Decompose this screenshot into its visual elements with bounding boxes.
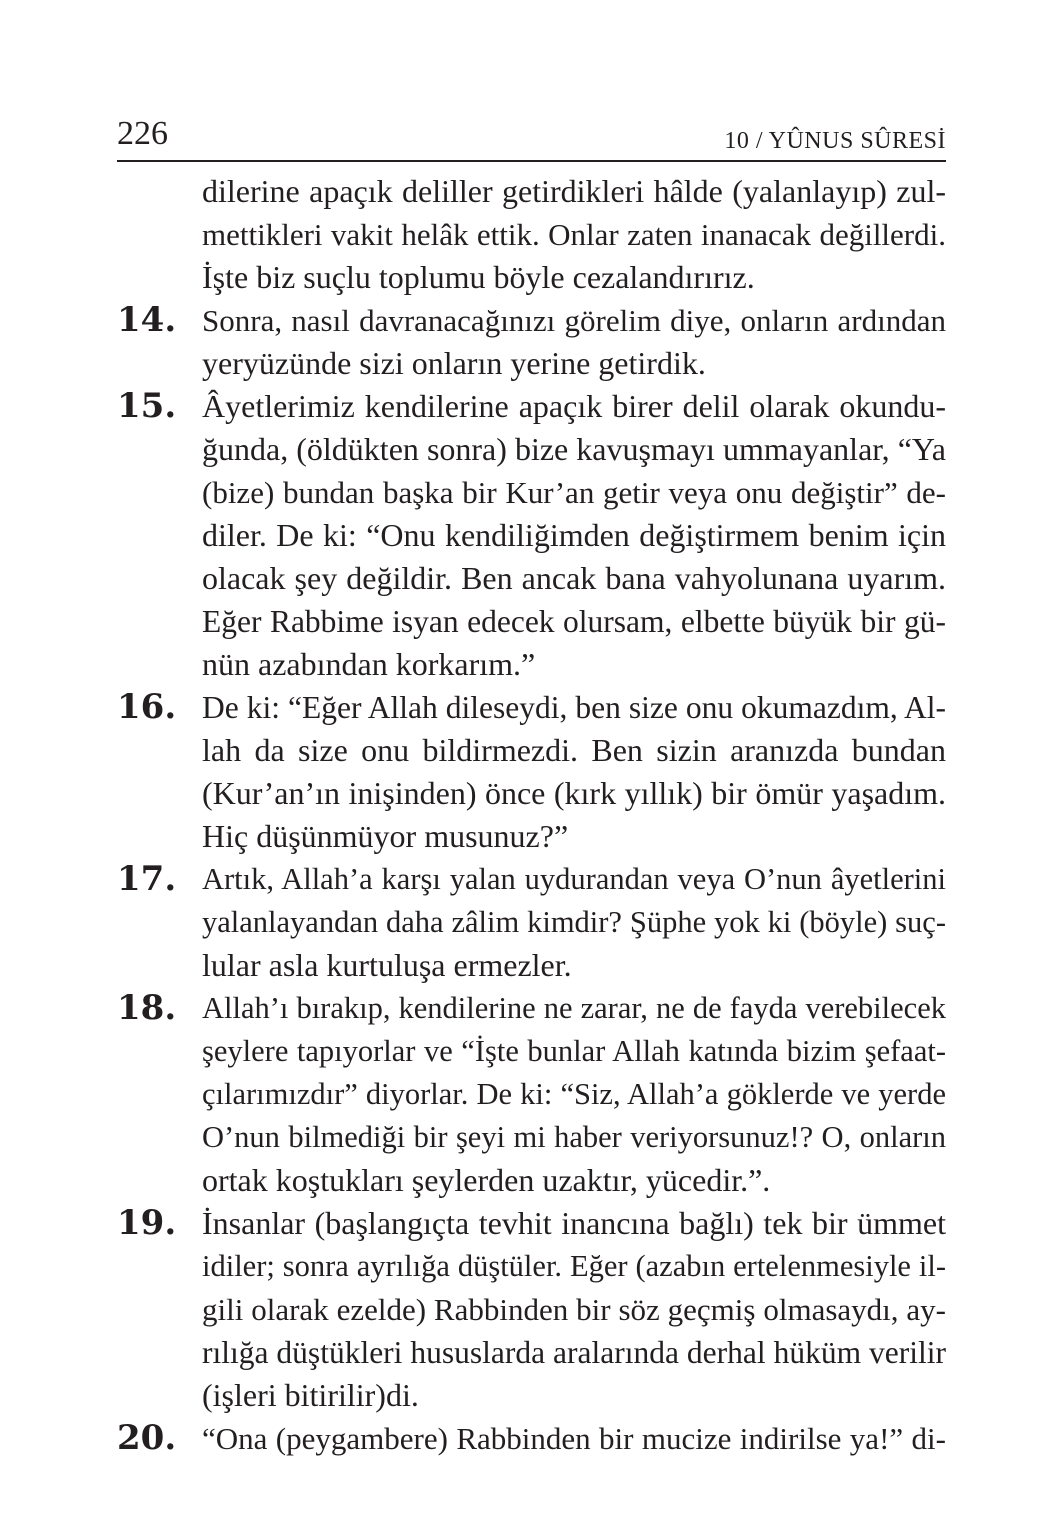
text-line: Hiç düşünmüyor musunuz?” [202,818,569,854]
continuation-paragraph [117,170,946,299]
verse-19 [117,1202,946,1417]
text-line: ğunda, (öldükten sonra) bize kavuşmayı ummayanlar, “Ya [202,431,946,467]
text-line: Sonra, nasıl davranacağınızı görelim diye, onların ardından [202,303,946,338]
verse-18 [117,987,946,1202]
text-line: De ki: “Eğer Allah dileseydi, ben size onu okumazdım, Al- [202,690,946,725]
verse-number: 17. [117,859,177,899]
text-line: Âyetlerimiz kendilerine apaçık birer delil olarak okundu- [202,388,946,424]
verse-number: 14. [117,300,177,340]
text-line: yalanlayandan daha zâlim kimdir? Şüphe yok ki (böyle) suç- [202,905,946,939]
text-line: Eğer Rabbime isyan edecek olursam, elbette büyük bir gü- [202,604,946,639]
verse-17 [117,858,946,987]
running-head: 10 / YÛNUS SÛRESİ [724,128,946,154]
text-line: idiler; sonra ayrılığa düştüler. Eğer (azabın ertelenmesiyle il- [202,1249,946,1283]
text-line: gili olarak ezelde) Rabbinden bir söz geçmiş olmasaydı, ay- [202,1292,946,1327]
page-number: 226 [117,115,168,152]
verse-16 [117,686,946,858]
text-line: rılığa düştükleri hususlarda aralarında derhal hüküm verilir [202,1335,946,1370]
page-header [117,112,946,162]
verse-number: 15. [117,386,177,426]
text-line: İşte biz suçlu toplumu böyle cezalandırırız. [202,259,755,295]
verse-20 [117,1417,946,1460]
text-line: ortak koştukları şeylerden uzaktır, yücedir.”. [202,1162,771,1198]
text-line: yeryüzünde sizi onların yerine getirdik. [202,345,706,381]
verse-15 [117,385,946,686]
text-line: dilerine apaçık deliller getirdikleri hâlde (yalanlayıp) zul- [202,173,946,209]
text-line: nün azabından korkarım.” [202,646,536,682]
text-line: İnsanlar (başlangıçta tevhit inancına bağlı) tek bir ümmet [202,1205,946,1241]
text-line: O’nun bilmediği bir şeyi mi haber veriyorsunuz!? O, onların [202,1120,946,1154]
text-line: mettikleri vakit helâk ettik. Onlar zaten inanacak değillerdi. [202,217,946,252]
verse-number: 20. [117,1418,177,1458]
verse-number: 16. [117,687,177,727]
text-line: (işleri bitirilir)di. [202,1377,419,1413]
text-line: olacak şey değildir. Ben ancak bana vahyolunana uyarım. [202,560,946,596]
text-line: (bize) bundan başka bir Kur’an getir veya onu değiştir” de- [202,475,946,510]
text-line: Allah’ı bırakıp, kendilerine ne zarar, ne de fayda verebilecek [202,991,946,1025]
text-line: “Ona (peygambere) Rabbinden bir mucize indirilse ya!” di- [202,1421,946,1456]
text-line: diler. De ki: “Onu kendiliğimden değiştirmem benim için [202,517,946,553]
text-line: lah da size onu bildirmezdi. Ben sizin aranızda bundan [202,732,946,768]
page-body [117,170,946,1460]
text-line: şeylere tapıyorlar ve “İşte bunlar Allah katında bizim şefaat- [202,1034,946,1068]
verse-number: 19. [117,1203,177,1243]
text-line: çılarımızdır” diyorlar. De ki: “Siz, Allah’a göklerde ve yerde [202,1077,946,1111]
text-line: (Kur’an’ın inişinden) önce (kırk yıllık) bir ömür yaşadım. [202,775,946,811]
verse-number: 18. [117,988,177,1028]
verse-14 [117,299,946,385]
text-line: lular asla kurtuluşa ermezler. [202,947,572,983]
text-line: Artık, Allah’a karşı yalan uydurandan veya O’nun âyetlerini [202,862,946,896]
